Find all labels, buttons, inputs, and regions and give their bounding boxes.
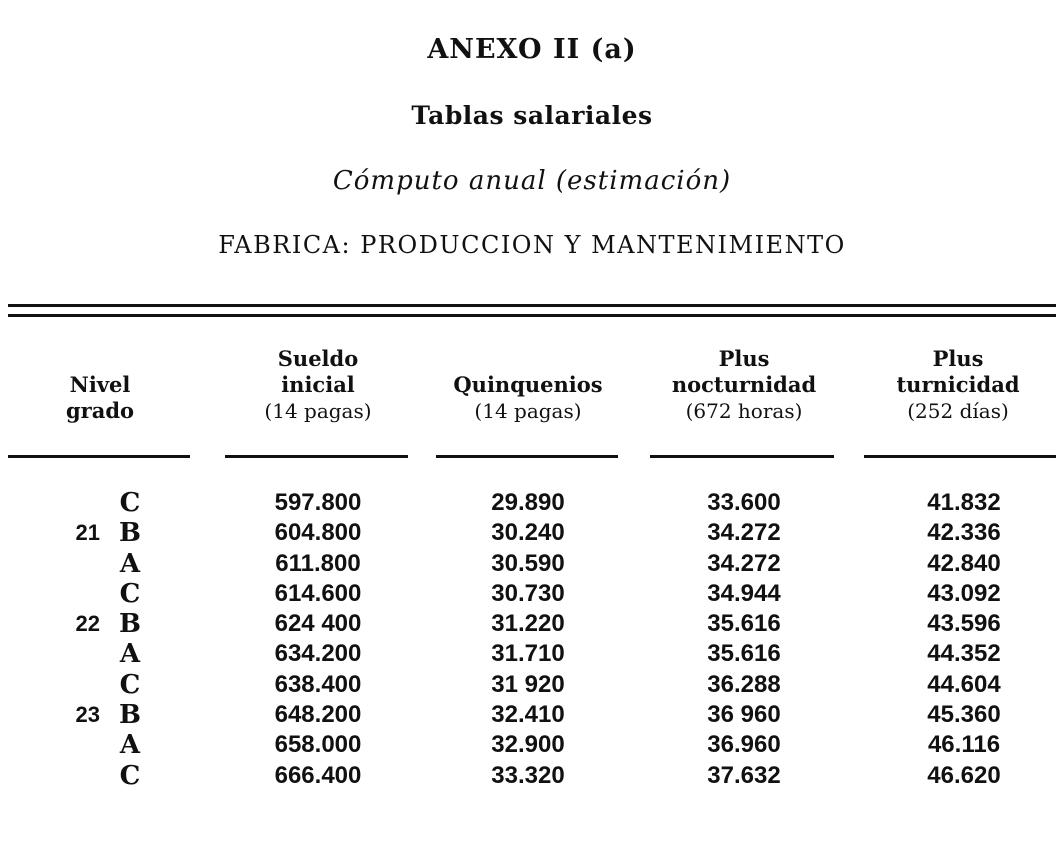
turnicidad-cell: 44.352 bbox=[927, 640, 1001, 668]
header-sueldo bbox=[225, 346, 411, 424]
header-underline-nocturnidad bbox=[650, 455, 834, 458]
grado-cell: C bbox=[119, 669, 141, 700]
sueldo-cell: 634.200 bbox=[274, 640, 362, 668]
turnicidad-cell: 45.360 bbox=[927, 701, 1001, 729]
sueldo-cell: 604.800 bbox=[274, 519, 362, 547]
quinquenios-cell: 31 920 bbox=[491, 670, 565, 698]
header-quinquenios-line-1: Quinquenios bbox=[453, 372, 603, 397]
table-row bbox=[0, 579, 1064, 609]
table-row bbox=[0, 488, 1064, 518]
section-heading: FABRICA: PRODUCCION Y MANTENIMIENTO bbox=[218, 231, 846, 259]
header-sueldo-line-2: inicial bbox=[281, 372, 355, 397]
sueldo-cell: 614.600 bbox=[274, 579, 362, 607]
sueldo-cell: 624 400 bbox=[274, 610, 362, 638]
table-row bbox=[0, 670, 1064, 700]
header-quinquenios bbox=[430, 372, 626, 424]
annex-title: ANEXO II (a) bbox=[427, 34, 637, 65]
header-turnicidad bbox=[860, 346, 1056, 424]
turnicidad-cell: 43.092 bbox=[927, 579, 1001, 607]
turnicidad-cell: 44.604 bbox=[927, 670, 1001, 698]
header-turnicidad-line-2: turnicidad bbox=[896, 372, 1020, 397]
nivel-cell: 22 bbox=[75, 611, 100, 637]
quinquenios-cell: 31.710 bbox=[491, 640, 565, 668]
header-nocturnidad-line-1: Plus bbox=[718, 346, 770, 371]
sueldo-cell: 638.400 bbox=[274, 670, 362, 698]
nocturnidad-cell: 35.616 bbox=[707, 640, 781, 668]
grado-cell: A bbox=[119, 548, 141, 579]
quinquenios-cell: 32.900 bbox=[491, 731, 565, 759]
grado-cell: A bbox=[119, 639, 141, 670]
grado-cell: C bbox=[119, 488, 141, 518]
nivel-cell: 21 bbox=[75, 520, 100, 546]
header-sueldo-line-3: (14 pagas) bbox=[264, 399, 372, 423]
computation-subtitle: Cómputo anual (estimación) bbox=[332, 166, 732, 196]
table-row bbox=[0, 730, 1064, 760]
header-sueldo-line-1: Sueldo bbox=[277, 346, 359, 371]
header-nocturnidad-line-2: nocturnidad bbox=[671, 372, 817, 397]
header-turnicidad-line-1: Plus bbox=[932, 346, 984, 371]
header-turnicidad-line-3: (252 días) bbox=[907, 399, 1009, 423]
table-row bbox=[0, 518, 1064, 548]
header-nocturnidad bbox=[646, 346, 842, 424]
header-nivel-line-1: Nivel bbox=[69, 372, 131, 397]
nocturnidad-cell: 33.600 bbox=[707, 489, 781, 516]
sueldo-cell: 666.400 bbox=[274, 761, 362, 789]
grado-cell: B bbox=[119, 609, 141, 640]
top-double-rule-upper bbox=[8, 304, 1056, 307]
turnicidad-cell: 43.596 bbox=[927, 610, 1001, 638]
turnicidad-cell: 42.840 bbox=[927, 549, 1001, 577]
sueldo-cell: 611.800 bbox=[275, 549, 361, 577]
turnicidad-cell: 41.832 bbox=[927, 489, 1001, 516]
table-row bbox=[0, 700, 1064, 730]
header-nocturnidad-line-3: (672 horas) bbox=[685, 399, 803, 423]
table-row bbox=[0, 639, 1064, 669]
header-underline-sueldo bbox=[225, 455, 408, 458]
quinquenios-cell: 29.890 bbox=[491, 489, 565, 516]
header-underline-quinquenios bbox=[436, 455, 618, 458]
nivel-cell: 23 bbox=[75, 702, 100, 728]
sueldo-cell: 597.800 bbox=[274, 489, 362, 516]
table-row bbox=[0, 609, 1064, 639]
header-underline-nivel bbox=[8, 455, 190, 458]
nocturnidad-cell: 37.632 bbox=[707, 761, 781, 789]
tables-subtitle: Tablas salariales bbox=[411, 101, 653, 130]
nocturnidad-cell: 36 960 bbox=[707, 701, 781, 729]
grado-cell: C bbox=[119, 760, 141, 791]
nocturnidad-cell: 34.272 bbox=[707, 549, 781, 577]
turnicidad-cell: 42.336 bbox=[927, 519, 1001, 547]
header-nivel-grado bbox=[40, 372, 160, 424]
quinquenios-cell: 30.240 bbox=[491, 519, 565, 547]
sueldo-cell: 658.000 bbox=[274, 731, 362, 759]
nocturnidad-cell: 36.288 bbox=[707, 670, 781, 698]
quinquenios-cell: 32.410 bbox=[491, 701, 565, 729]
quinquenios-cell: 30.590 bbox=[491, 549, 565, 577]
table-row bbox=[0, 549, 1064, 579]
nocturnidad-cell: 34.944 bbox=[707, 579, 781, 607]
top-double-rule-lower bbox=[8, 314, 1056, 317]
table-row bbox=[0, 761, 1064, 791]
turnicidad-cell: 46.620 bbox=[927, 761, 1001, 789]
quinquenios-cell: 31.220 bbox=[491, 610, 565, 638]
grado-cell: A bbox=[119, 730, 141, 761]
header-quinquenios-line-2: (14 pagas) bbox=[474, 399, 582, 423]
grado-cell: B bbox=[119, 700, 141, 731]
salary-table-body bbox=[0, 488, 1064, 791]
grado-cell: C bbox=[119, 578, 141, 609]
sueldo-cell: 648.200 bbox=[274, 701, 362, 729]
nocturnidad-cell: 36.960 bbox=[707, 731, 781, 759]
turnicidad-cell: 46.116 bbox=[927, 731, 1001, 759]
quinquenios-cell: 33.320 bbox=[491, 761, 565, 789]
nocturnidad-cell: 34.272 bbox=[707, 519, 781, 547]
header-nivel-line-2: grado bbox=[65, 398, 135, 423]
quinquenios-cell: 30.730 bbox=[491, 579, 565, 607]
nocturnidad-cell: 35.616 bbox=[707, 610, 781, 638]
header-underline-turnicidad bbox=[864, 455, 1056, 458]
grado-cell: B bbox=[119, 518, 141, 549]
